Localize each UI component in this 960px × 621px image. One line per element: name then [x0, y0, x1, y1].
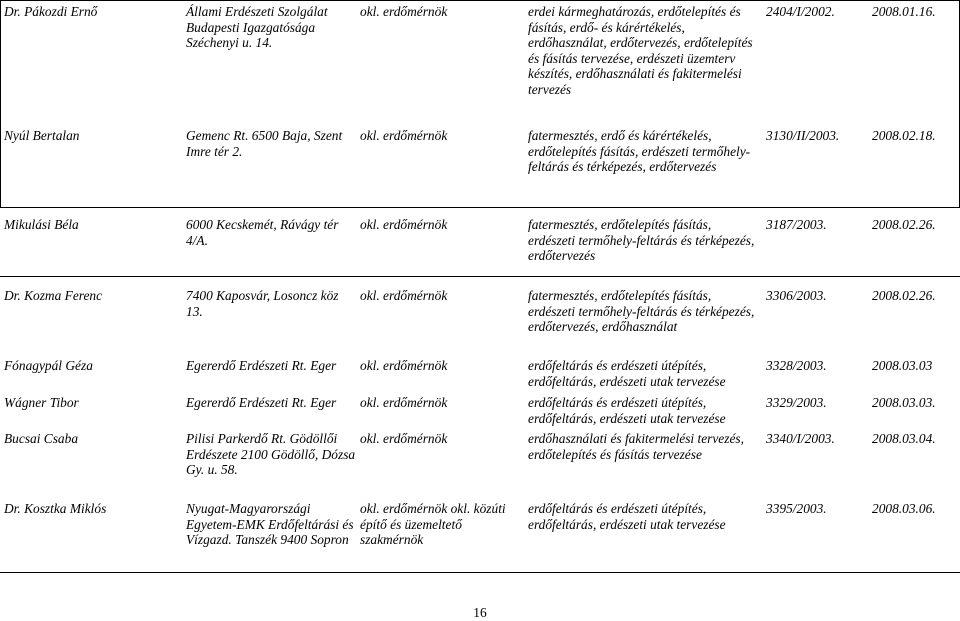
table-cell-reg: 3329/2003. — [766, 395, 827, 410]
row-border — [0, 572, 960, 573]
row-border — [0, 276, 960, 277]
table-cell-field: fatermesztés, erdő és kárértékelés, erdőtelepítés fásítás, erdészeti termőhely-feltárás és térképezés, erdőtervezés — [528, 128, 751, 175]
table-cell-address: Egererdő Erdészeti Rt. Eger — [186, 358, 337, 373]
table-cell-qualification: okl. erdőmérnök — [360, 395, 448, 410]
table-cell-reg: 3340/I/2003. — [766, 431, 835, 446]
table-cell-reg: 3328/2003. — [766, 358, 827, 373]
table-cell-date: 2008.01.16. — [872, 4, 936, 19]
table-cell-address: Pilisi Parkerdő Rt. Gödöllői Erdészete 2100 Gödöllő, Dózsa Gy. u. 58. — [186, 431, 356, 478]
table-cell-date: 2008.02.18. — [872, 128, 936, 143]
table-cell-qualification: okl. erdőmérnök — [360, 4, 448, 19]
table-cell-reg: 3395/2003. — [766, 501, 827, 516]
table-cell-name: Mikulási Béla — [4, 217, 79, 232]
table-cell-name: Wágner Tibor — [4, 395, 79, 410]
table-cell-qualification: okl. erdőmérnök — [360, 288, 448, 303]
row-border — [0, 207, 960, 208]
table-cell-name: Dr. Kozma Ferenc — [4, 288, 103, 303]
table-cell-name: Fónagypál Géza — [4, 358, 93, 373]
table-cell-address: Nyugat-Magyarországi Egyetem-EMK Erdőfeltárási és Vízgazd. Tanszék 9400 Sopron — [186, 501, 354, 548]
table-cell-reg: 3187/2003. — [766, 217, 827, 232]
table-cell-date: 2008.02.26. — [872, 288, 936, 303]
row-border — [0, 0, 960, 1]
table-cell-field: erdőfeltárás és erdészeti útépítés, erdőfeltárás, erdészeti utak tervezése — [528, 395, 726, 426]
col-border — [0, 0, 1, 207]
table-cell-field: fatermesztés, erdőtelepítés fásítás, erdészeti termőhely-feltárás és térképezés, erdőtervezés — [528, 217, 755, 264]
table-cell-field: erdőfeltárás és erdészeti útépítés, erdőfeltárás, erdészeti utak tervezése — [528, 358, 726, 389]
table-cell-address: Egererdő Erdészeti Rt. Eger — [186, 395, 337, 410]
table-cell-reg: 2404/I/2002. — [766, 4, 835, 19]
table-cell-qualification: okl. erdőmérnök okl. közúti építő és üzemeltető szakmérnök — [360, 501, 506, 548]
table-cell-field: erdőfeltárás és erdészeti útépítés, erdőfeltárás, erdészeti utak tervezése — [528, 501, 726, 532]
table-cell-date: 2008.03.06. — [872, 501, 936, 516]
table-cell-qualification: okl. erdőmérnök — [360, 431, 448, 446]
table-cell-name: Dr. Kosztka Miklós — [4, 501, 107, 516]
table-cell-qualification: okl. erdőmérnök — [360, 128, 448, 143]
table-cell-date: 2008.02.26. — [872, 217, 936, 232]
table-cell-name: Dr. Pákozdi Ernő — [4, 4, 98, 19]
table-cell-address: 7400 Kaposvár, Losoncz köz 13. — [186, 288, 339, 319]
table-cell-address: 6000 Kecskemét, Rávágy tér 4/A. — [186, 217, 339, 248]
table-cell-address: Állami Erdészeti Szolgálat Budapesti Igazgatósága Széchenyi u. 14. — [186, 4, 328, 51]
table-cell-name: Nyúl Bertalan — [4, 128, 80, 143]
table-cell-date: 2008.03.03 — [872, 358, 933, 373]
page-number: 16 — [473, 605, 487, 620]
table-cell-qualification: okl. erdőmérnök — [360, 217, 448, 232]
table-cell-field: erdei kármeghatározás, erdőtelepítés és fásítás, erdő- és kárértékelés, erdőhasználat, erdőtervezés, erdőtelepítés és fásítás tervezése, erdészeti üzemterv készítés, erdőhasználati és fakitermelési tervezés — [528, 4, 753, 97]
table-cell-reg: 3130/II/2003. — [766, 128, 840, 143]
table-cell-reg: 3306/2003. — [766, 288, 827, 303]
table-cell-field: fatermesztés, erdőtelepítés fásítás, erdészeti termőhely-feltárás és térképezés, erdőtervezés, erdőhasználat — [528, 288, 755, 335]
table-cell-address: Gemenc Rt. 6500 Baja, Szent Imre tér 2. — [186, 128, 343, 159]
table-cell-qualification: okl. erdőmérnök — [360, 358, 448, 373]
table-cell-date: 2008.03.03. — [872, 395, 936, 410]
table-cell-name: Bucsai Csaba — [4, 431, 79, 446]
table-cell-date: 2008.03.04. — [872, 431, 936, 446]
table-cell-field: erdőhasználati és fakitermelési tervezés, erdőtelepítés és fásítás tervezése — [528, 431, 744, 462]
